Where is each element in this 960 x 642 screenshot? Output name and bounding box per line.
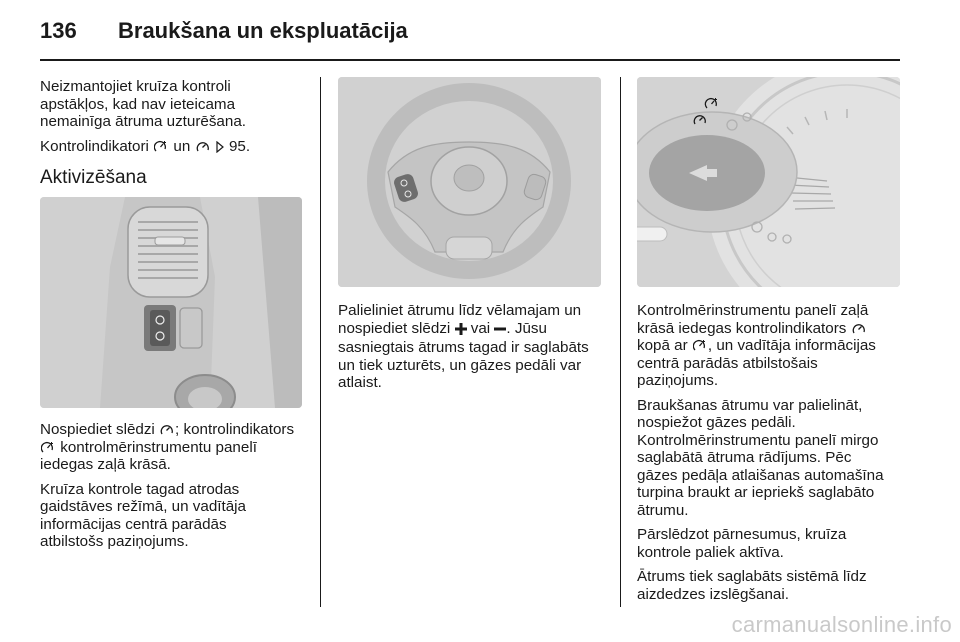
cruise-control-icon: [196, 140, 210, 153]
page-reference-arrow-icon: [215, 140, 225, 158]
plus-icon: [455, 322, 467, 340]
page-title: Braukšana un ekspluatācija: [118, 18, 408, 43]
figure-instrument-cluster: [637, 77, 900, 287]
paragraph: Nospiediet slēdzi ; kontrolindikators kontrolmērinstrumentu panelī iedegas zaļā krāsā.: [40, 421, 295, 473]
column-2: [338, 302, 613, 399]
figure-switch-panel: [40, 197, 302, 408]
page-number: 136: [40, 18, 77, 43]
cruise-control-icon: [160, 423, 174, 436]
paragraph: Kontrolmērinstrumentu panelī zaļā krāsā iedegas kontrolindikators kopā ar , un vadītāja informācijas centrā parādās atbilstošais paziņojums.: [637, 302, 876, 389]
column-divider: [320, 77, 321, 607]
cruise-control-on-icon: [693, 339, 707, 352]
column-divider: [620, 77, 621, 607]
column-3: [637, 302, 907, 610]
column-1: [40, 78, 312, 164]
paragraph: Kontrolindikatori un 95.: [40, 138, 312, 158]
paragraph: Pārslēdzot pārnesumus, kruīza kontrole paliek aktīva.: [637, 526, 847, 561]
cruise-control-on-icon: [154, 140, 168, 153]
watermark: carmanualsonline.info: [731, 612, 952, 637]
paragraph: Ātrums tiek saglabāts sistēmā līdz aizdedzes izslēgšanai.: [637, 568, 867, 603]
header-rule: [40, 59, 900, 61]
figure-steering-wheel: [338, 77, 601, 287]
column-1-lower: [40, 421, 312, 558]
paragraph: Kruīza kontrole tagad atrodas gaidstāves režīmā, un vadītāja informācijas centrā parādās atbilstošs paziņojums.: [40, 480, 246, 550]
paragraph: Palieliniet ātrumu līdz vēlamajam un nospiediet slēdzi vai . Jūsu sasniegtais ātrums tagad ir saglabāts un tiek uzturēts, un gāzes pedāli var atlaist.: [338, 302, 589, 391]
paragraph: Neizmantojiet kruīza kontroli apstākļos, kad nav ieteicama nemainīga ātruma uzturēšana.: [40, 78, 246, 130]
page-header: [0, 0, 960, 60]
paragraph: Braukšanas ātrumu var palielināt, nospiežot gāzes pedāli. Kontrolmērinstrumentu panelī mirgo saglabātā ātruma rādījums. Pēc gāzes pedāļa atlaišanas automašīna turpina braukt ar iepriekš saglabāto ātrumu.: [637, 396, 884, 519]
minus-icon: [494, 322, 506, 340]
cruise-control-icon: [852, 322, 866, 335]
cruise-control-on-icon: [41, 441, 55, 454]
section-heading: Aktivizēšana: [40, 167, 147, 188]
